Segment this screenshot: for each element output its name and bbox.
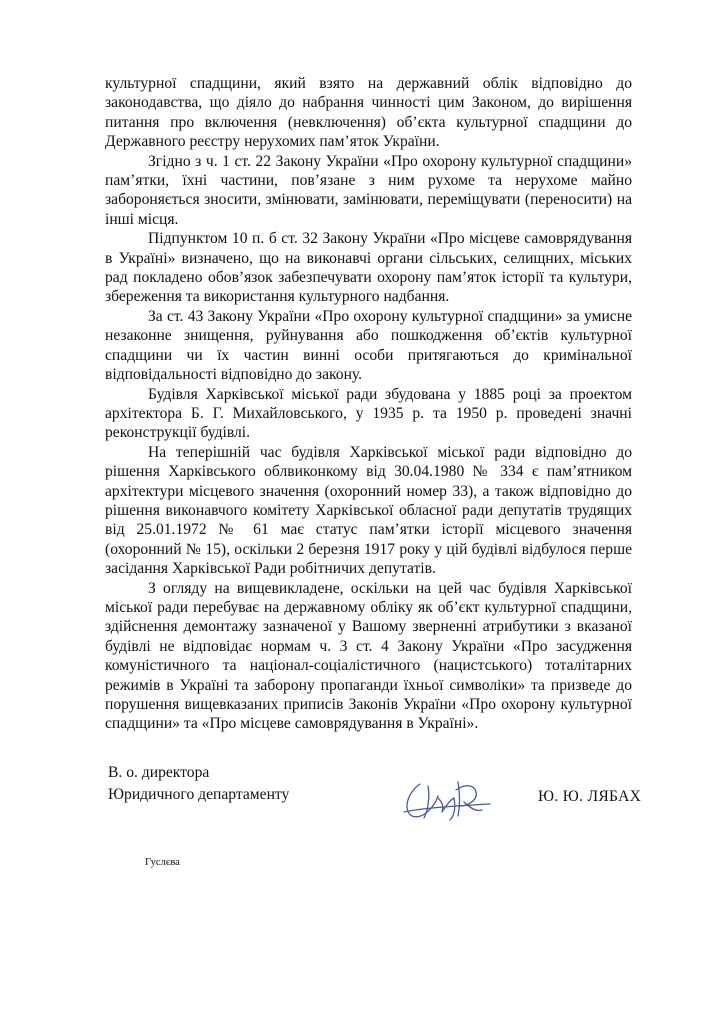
position-line-2: Юридичного департаменту: [108, 786, 290, 803]
paragraph-building-status: На теперішній час будівля Харківської міської ради відповідно до рішення Харківського облвиконкому від 30.04.1980 № 334 є пам’ятником архітектури місцевого значення (охоронний номер 33), а також відповідно до рішення виконавчого комітету Харківської обласної ради депутатів трудящих від 25.01.1972 № 61 має статус пам’ятки історії місцевого значення (охоронний № 15), оскільки 2 березня 1917 року у цій будівлі відбулося перше засідання Харківської Ради робітничих депутатів.: [105, 443, 632, 578]
paragraph-article-22: Згідно з ч. 1 ст. 22 Закону України «Про охорону культурної спадщини» пам’ятки, їхні частини, пов’язане з ним рухоме та нерухоме майно забороняється зносити, змінювати, замінювати, переміщувати (переносити) на інші місця.: [105, 152, 632, 228]
signatory-position: [108, 762, 289, 806]
paragraph-article-32: Підпунктом 10 п. б ст. 32 Закону України «Про місцеве самоврядування в Україні» визначено, що на виконавчі органи сільських, селищних, міських рад покладено обов’язок забезпечувати охорону пам’яток історії та культури, збереження та використання культурного надбання.: [105, 230, 632, 306]
position-line-1: В. о. директора: [108, 764, 210, 781]
signatory-name: Ю. Ю. ЛЯБАХ: [538, 788, 642, 805]
letter-body: [105, 74, 632, 734]
paragraph-building-history: Будівля Харківської міської ради збудована у 1885 році за проектом архітектора Б. Г. Михайловського, у 1935 р. та 1950 р. проведені значні реконструкції будівлі.: [105, 385, 632, 442]
paragraph-continuation: культурної спадщини, який взято на державний облік відповідно до законодавства, що діяло до набрання чинності цим Законом, до вирішення питання про включення (невключення) об’єкта культурної спадщини до Державного реєстру нерухомих пам’яток України.: [105, 75, 632, 151]
executor-name: Гуслєва: [145, 857, 180, 868]
paragraph-article-43: За ст. 43 Закону України «Про охорону культурної спадщини» за умисне незаконне знищення, руйнування або пошкодження об’єктів культурної спадщини чи їх частин винні особи притягаються до кримінальної відповідальності відповідно до закону.: [105, 307, 632, 384]
paragraph-conclusion: З огляду на вищевикладене, оскільки на цей час будівля Харківської міської ради перебуває на державному обліку як об’єкт культурної спадщини, здійснення демонтажу зазначеної у Вашому зверненні атрибутики з вказаної будівлі не відповідає нормам ч. 3 ст. 4 Закону України «Про засудження комуністичного та націонал-соціалістичного (нацистського) тоталітарних режимів в Україні та заборону пропаганди їхньої символіки» та призведе до порушення вищевказаних приписів Законів України «Про охорону культурної спадщини» та «Про місцеве самоврядування в Україні».: [105, 579, 632, 733]
handwritten-signature: [398, 772, 498, 824]
